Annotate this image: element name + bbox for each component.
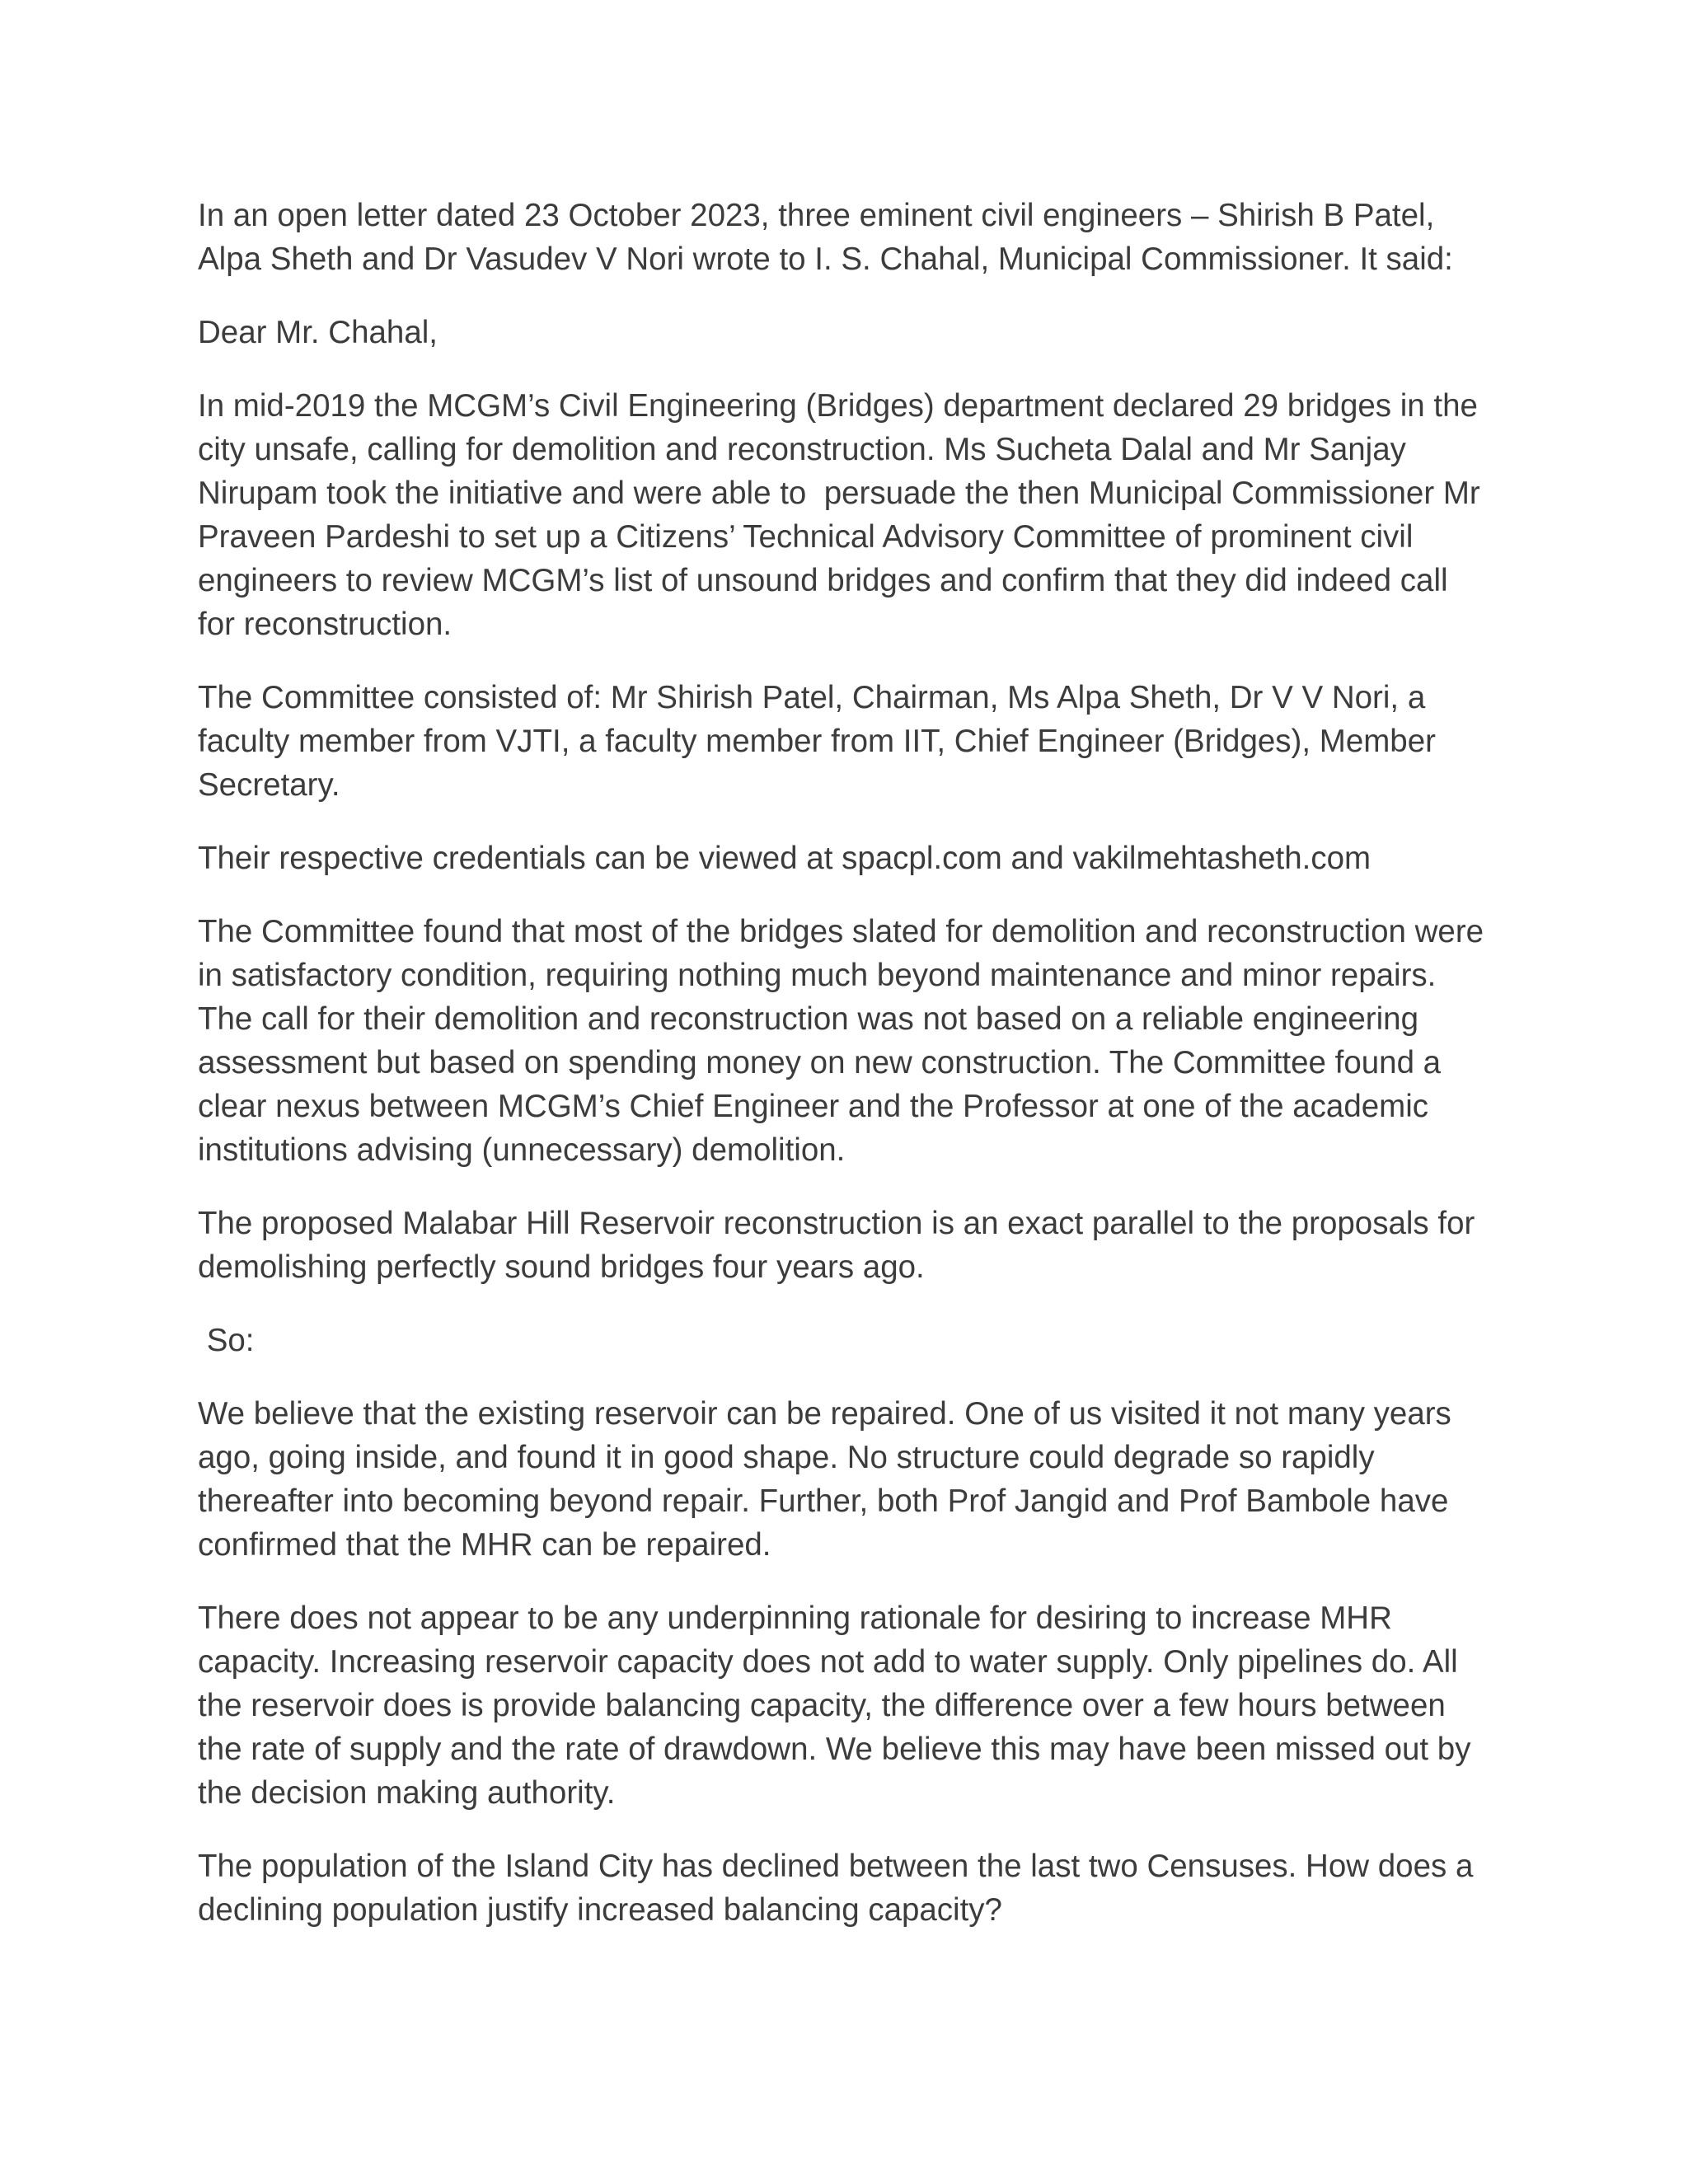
- capacity-paragraph: There does not appear to be any underpinning rationale for desiring to increase MHR capacity. Increasing reservoir capacity does not add to water supply. Only pipelines do. All the reservoir does is provide balancing capacity, the difference over a few hours between the rate of supply and the rate of drawdown. We believe this may have been missed out by the decision making authority.: [198, 1601, 1480, 1811]
- salutation: Dear Mr. Chahal,: [198, 315, 438, 350]
- intro-paragraph: In an open letter dated 23 October 2023, three eminent civil engineers – Shirish B Patel, Alpa Sheth and Dr Vasudev V Nori wrote to I. S. Chahal, Municipal Commissioner. It said:: [198, 198, 1453, 277]
- findings-paragraph: The Committee found that most of the bridges slated for demolition and reconstruction were in satisfactory condition, requiring nothing much beyond maintenance and minor repairs. The call for their demolition and reconstruction was not based on a reliable engineering assessment but based on spending money on new construction. The Committee found a clear nexus between MCGM’s Chief Engineer and the Professor at one of the academic institutions advising (unnecessary) demolition.: [198, 914, 1493, 1168]
- population-paragraph: The population of the Island City has declined between the last two Censuses. How does a declining population justify increased balancing capacity?: [198, 1849, 1483, 1928]
- repair-paragraph: We believe that the existing reservoir can be repaired. One of us visited it not many years ago, going inside, and found it in good shape. No structure could degrade so rapidly thereafter into becoming beyond repair. Further, both Prof Jangid and Prof Bambole have confirmed that the MHR can be repaired.: [198, 1396, 1461, 1563]
- letter-body: [198, 194, 1492, 1961]
- so-paragraph: So:: [198, 1323, 255, 1358]
- credentials-paragraph: Their respective credentials can be viewed at spacpl.com and vakilmehtasheth.com: [198, 841, 1372, 876]
- bridges-paragraph: In mid-2019 the MCGM’s Civil Engineering (Bridges) department declared 29 bridges in the city unsafe, calling for demolition and reconstruction. Ms Sucheta Dalal and Mr Sanjay Nirupam took the initiative and were able to persuade the then Municipal Commissioner Mr Praveen Pardeshi to set up a Citizens’ Technical Advisory Committee of prominent civil engineers to review MCGM’s list of unsound bridges and confirm that they did indeed call for reconstruction.: [198, 388, 1489, 642]
- committee-paragraph: The Committee consisted of: Mr Shirish Patel, Chairman, Ms Alpa Sheth, Dr V V Nori, a faculty member from VJTI, a faculty member from IIT, Chief Engineer (Bridges), Member Secretary.: [198, 680, 1445, 803]
- reservoir-parallel-paragraph: The proposed Malabar Hill Reservoir reconstruction is an exact parallel to the proposals for demolishing perfectly sound bridges four years ago.: [198, 1206, 1484, 1285]
